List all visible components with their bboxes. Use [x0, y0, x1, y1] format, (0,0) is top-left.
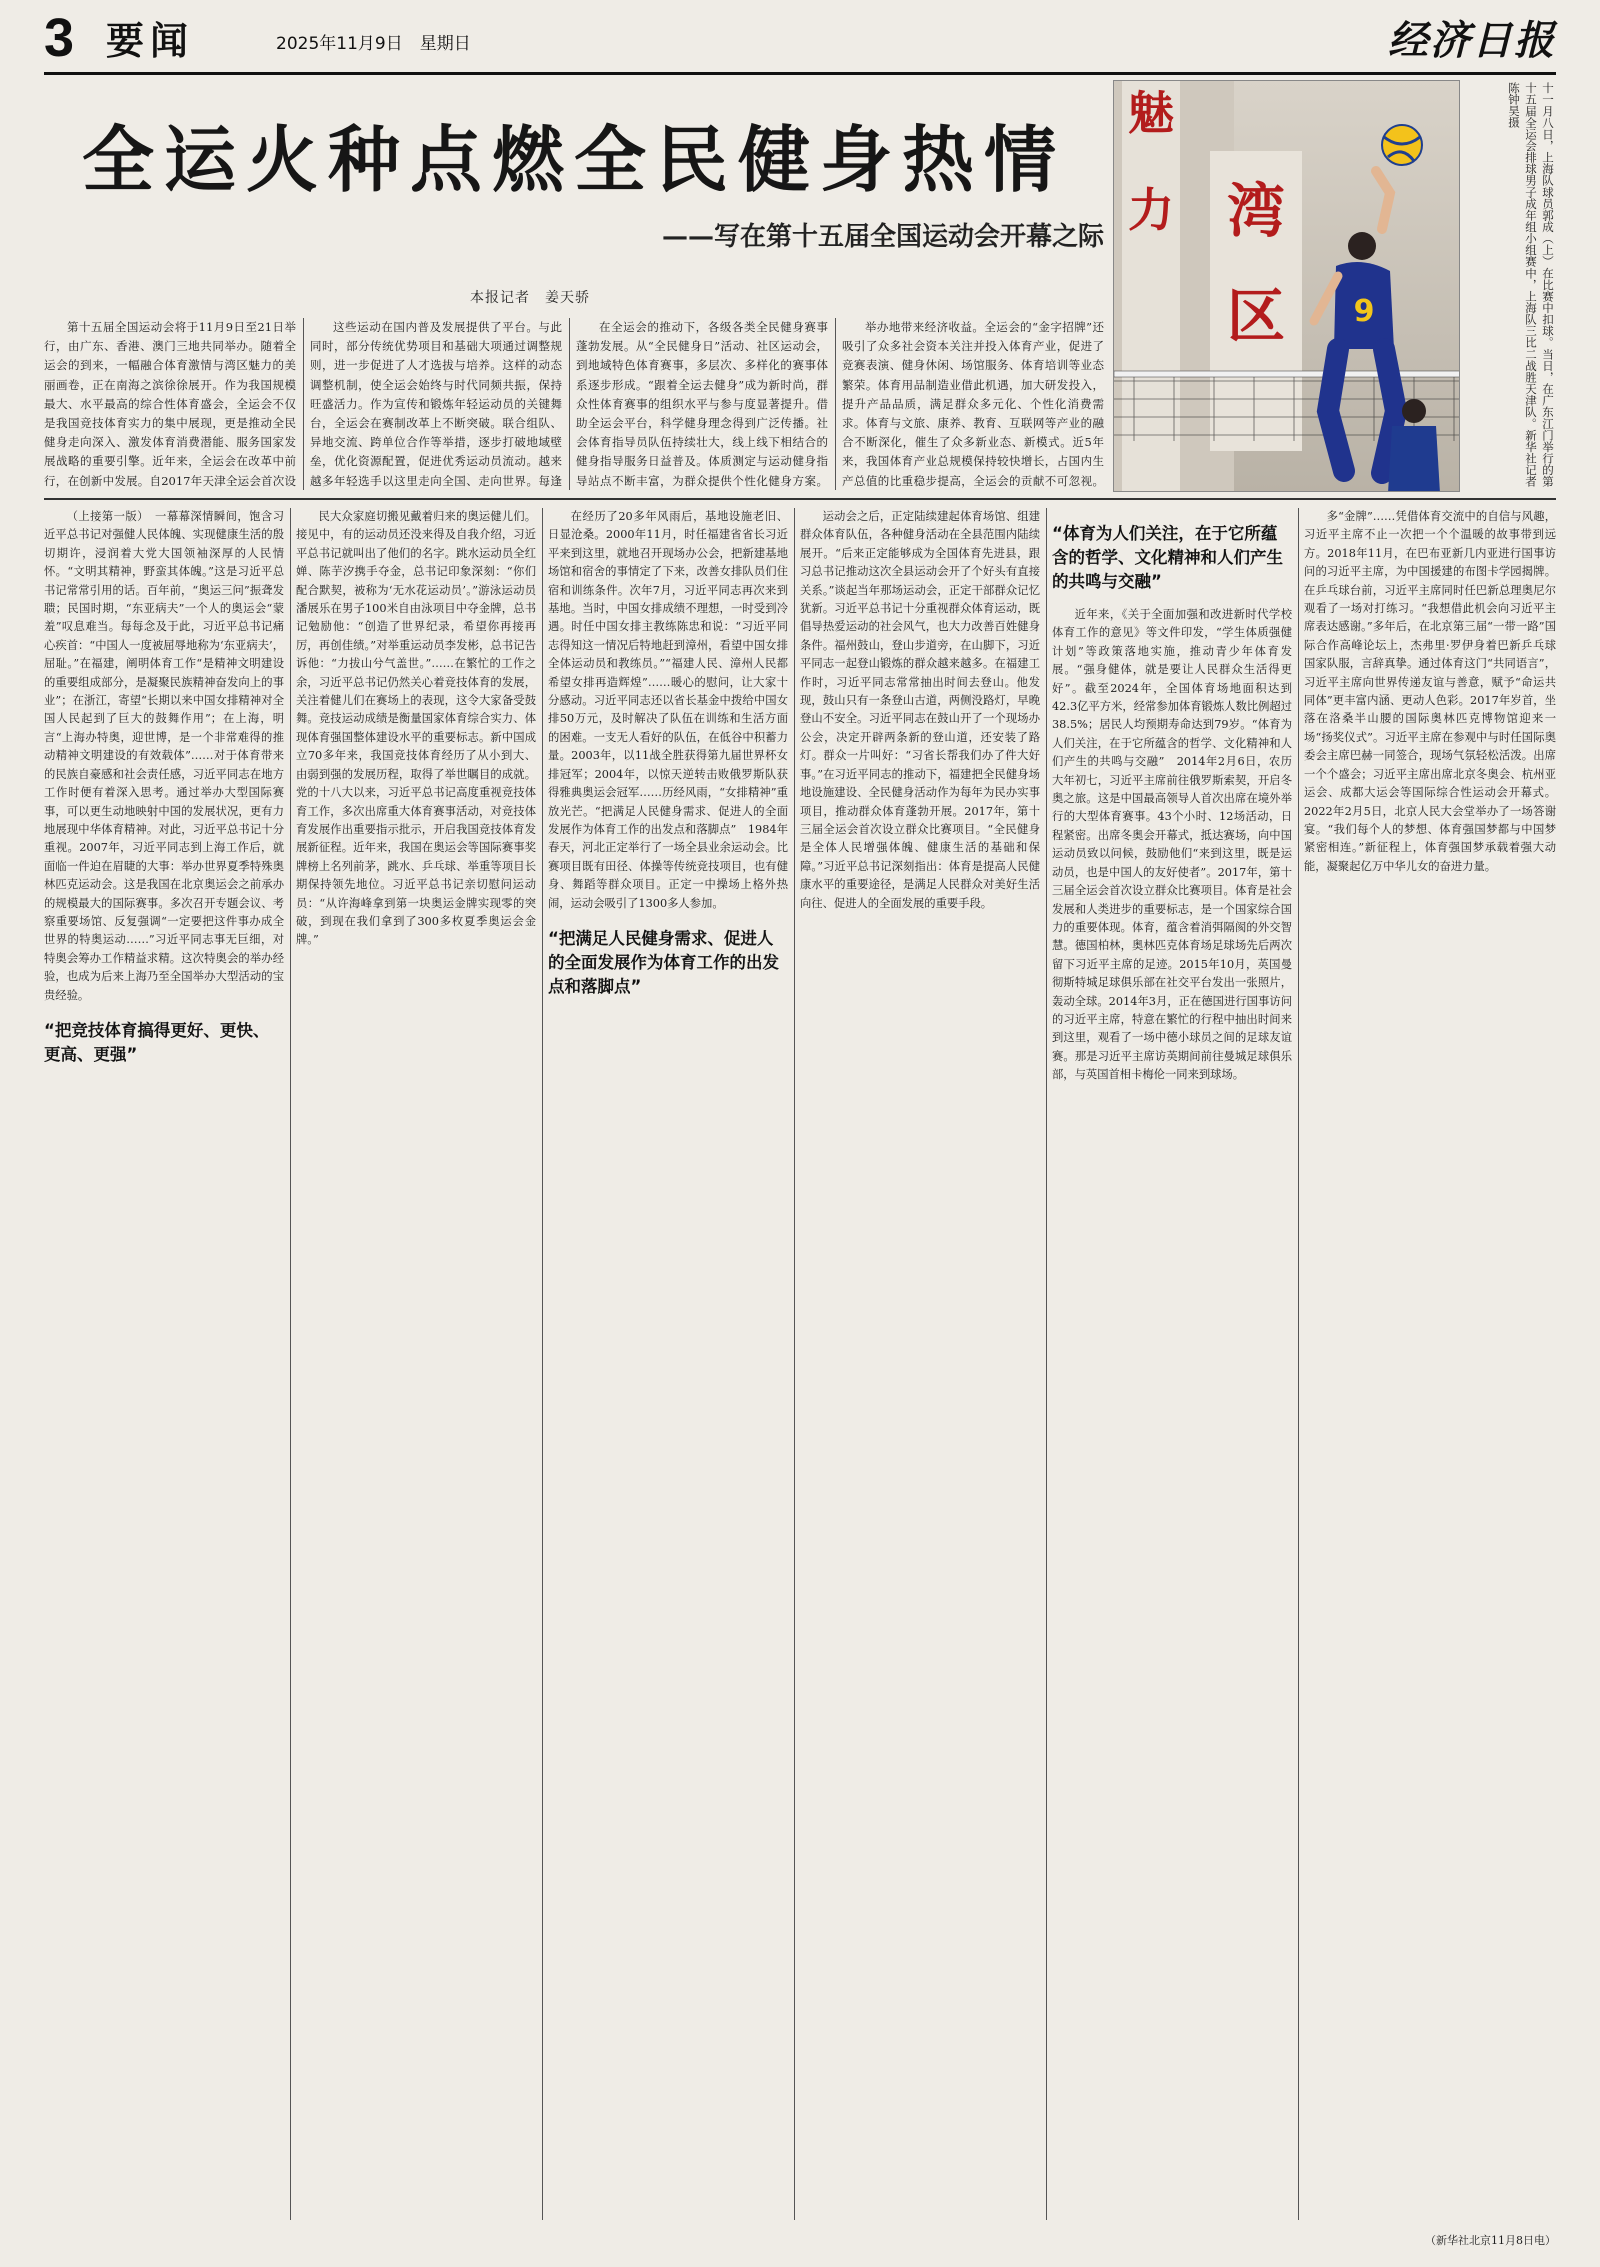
column-divider — [794, 508, 795, 2220]
continuation-column-6 — [1304, 508, 1556, 2220]
story-column-4 — [842, 318, 1104, 490]
continuation-paragraph: 多“金牌”……凭借体育交流中的自信与风趣，习近平主席不止一次把一个个温暖的故事带到远方。2018年11月，在巴布亚新几内亚进行国事访问的习近平主席，为中国援建的布图卡学园揭牌。在乒乓球台前，习近平主席同时任巴新总理奥尼尔观看了一场对打练习。“我想借此机会向习近平主席表达感谢。”多年后，在北京第三届“一带一路”国际合作高峰论坛上，杰弗里·罗伊身着巴新乒乓球国家队服，言辞真挚。通过体育这门“共同语言”，习近平主席向世界传递友谊与善意，赋予“命运共同体”更丰富内涵、更动人色彩。2017年岁首，坐落在洛桑半山腰的国际奥林匹克博物馆迎来一场“扬奖仪式”。习近平主席在参观中与时任国际奥委会主席巴赫一同签合，现场气氛轻松活泼。出席一个个盛会；习近平主席出席北京冬奥会、杭州亚运会、成都大运会等国际综合性运动会开幕式。2022年2月5日，北京人民大会堂举办了一场答谢宴。“我们每个人的梦想、体育强国梦都与中国梦紧密相连。”新征程上，体育强国梦承载着强大动能，凝聚起亿万中华儿女的奋进力量。 — [1304, 510, 1556, 873]
masthead — [44, 8, 1556, 70]
column-divider — [290, 508, 291, 2220]
continuation-column-4 — [800, 508, 1040, 2220]
story-paragraph: 第十五届全国运动会将于11月9日至21日举行，由广东、香港、澳门三地共同举办。随着全运会的到来，一幅融合体育激情与湾区魅力的美丽画卷，正在南海之滨徐徐展开。作为我国规模最大、水平最高的综合性体育盛会，全运会不仅是我国竞技体育实力的集中展现，更是推动全民健身走向深入、激发体育消费潜能、服务国家发展战略的重要引擎。近年来，全运会在改革中前行，在创新中发展。自2017年天津全运会首次设 — [44, 320, 296, 488]
story-paragraph: 在全运会的推动下，各级各类全民健身赛事蓬勃发展。从“全民健身日”活动、社区运动会，到地域特色体育赛事，多层次、多样化的赛事体系逐步形成。“跟着全运去健身”成为新时尚，群众性体育赛事的组织水平与参与度显著提升。借助全运会平台，科学健身理念得到广泛传播。社会体育指导员队伍持续壮大，线上线下相结合的健身指导服务日益普及。体质测定与运动健身指导站点不断丰富，为群众提供个性化健身方案。 — [576, 320, 828, 488]
volleyball-photo-illustration — [1114, 81, 1460, 492]
story-column-2 — [310, 318, 562, 490]
story-paragraph: 这些运动在国内普及发展提供了平台。与此同时，部分传统优势项目和基础大项通过调整规则，进一步促进了人才选拔与培养。这样的动态调整机制，使全运会始终与时代同频共振，保持旺盛活力。作为宣传和锻炼年轻运动员的关键舞台，全运会在赛制改革上不断突破。联合组队、异地交流、跨单位合作等举措，逐步打破地域壁垒，优化资源配置，促进优秀运动员流动。越来越多年轻选手以这里走向全国、走向世界。每逢 — [310, 320, 562, 488]
banner-char: 湾 — [1226, 177, 1286, 245]
story-paragraph: 举办地带来经济收益。全运会的“金字招牌”还吸引了众多社会资本关注并投入体育产业，促进了竞赛表演、健身休闲、场馆服务、体育培训等业态繁荣。体育用品制造业借此机遇，加大研发投入，提升产品品质，满足群众多元化、个性化消费需求。体育与文旅、康养、教育、互联网等产业的融合不断深化，催生了众多新业态、新模式。近5年来，我国体育产业总规模保持较快增长，占国内生产总值的比重稳步提高，全运会的贡献不可忽视。 — [842, 320, 1104, 488]
banner-left — [1122, 81, 1180, 492]
section-subhead: “把满足人民健身需求、促进人的全面发展作为体育工作的出发点和落脚点” — [548, 928, 779, 996]
story-column-1 — [44, 318, 296, 490]
continuation-paragraph: 近年来，《关于全面加强和改进新时代学校体育工作的意见》等文件印发，“学生体质强健计划”等政策落地实施，推动青少年体育发展。“强身健体，就是要让人民群众生活得更好”。截至2024年，全国体育场地面积达到42.3亿平方米，经常参加体育锻炼人数比例超过38.5%；居民人均预期寿命达到79岁。“体育为人们关注，在于它所蕴含的哲学、文化精神和人们产生的共鸣与交融” 2014年2月6日，农历大年初七，习近平主席前往俄罗斯索契，开启冬奥之旅。这是中国最高领导人首次出席在境外举行的大型体育赛事。43个小时、12场活动，日程紧密。出席冬奥会开幕式，抵达赛场，向中国运动员致以问候，鼓励他们“来到这里，既是运动员，也是中国人的友好使者”。2017年，第十三届全运会首次设立群众比赛项目。体育是社会发展和人类进步的重要标志，是一个国家综合国力的重要体现。体育，蕴含着消弭隔阂的外交智慧。德国柏林，奥林匹克体育场足球场先后两次留下习近平主席的足迹。2015年10月，英国曼彻斯特城足球俱乐部在社交平台发出一张照片，轰动全球。2014年3月，正在德国进行国事访问的习近平主席，特意在繁忙的行程中抽出时间来到这里，观看了一场中德小球员之间的足球友谊赛。那是习近平主席访英期间前往曼城足球俱乐部，与英国首相卡梅伦一同来到球场。 — [1052, 608, 1292, 1082]
story-subheadline: ——写在第十五届全国运动会开幕之际 — [661, 222, 1104, 252]
news-agency-credit: （新华社北京11月8日电） — [1425, 2234, 1556, 2247]
banner-char: 魅 — [1128, 86, 1174, 140]
continuation-paragraph: 运动会之后，正定陆续建起体育场馆、组建群众体育队伍，各种健身活动在全县范围内陆续展开。“后来正定能够成为全国体育先进县，跟习总书记推动这次全县运动会开了个好头有直接关系。”谈起当年那场运动会，正定干部群众记忆犹新。习近平总书记十分重视群众体育运动，既倡导热爱运动的社会风气，也大力改善百姓健身条件。福州鼓山，登山步道旁，在山脚下，习近平同志一起登山锻炼的群众越来越多。在福建工作时，习近平同志常常抽出时间去登山。他发现，鼓山只有一条登山古道，两侧没路灯，早晚登山不安全。习近平同志在鼓山开了一个现场办公会，决定开辟两条新的登山道，还安装了路灯。群众一片叫好：“习省长帮我们办了件大好事。”在习近平同志的推动下，福建把全民健身场地设施建设、全民健身活动作为每年为民办实事项目，推动群众体育蓬勃开展。2017年，第十三届全运会首次设立群众比赛项目。“全民健身是全体人民增强体魄、健康生活的基础和保障。”习近平总书记深刻指出：体育是提高人民健康水平的重要途径，是满足人民群众对美好生活向往、促进人的全面发展的重要手段。 — [800, 510, 1040, 910]
volleyball-icon — [1382, 125, 1422, 165]
column-divider — [569, 318, 570, 490]
continuation-column-2 — [296, 508, 536, 2220]
continuation-column-5 — [1052, 508, 1292, 2220]
masthead-divider — [44, 72, 1556, 75]
banner-char: 力 — [1128, 183, 1174, 237]
photo-caption: 十一月八日，上海队球员郭成（上）在比赛中扣球。当日，在广东江门举行的第十五届全运会排球男子成年组小组赛中，上海队三比二战胜天津队。新华社记者 陈钟昊摄 — [1507, 82, 1555, 487]
story-column-3 — [576, 318, 828, 490]
continuation-paragraph: 民大众家庭切搬见戴着归来的奥运健儿们。接见中，有的运动员还没来得及自我介绍，习近平总书记就叫出了他们的名字。跳水运动员全红婵、陈芋汐携手夺金，总书记印象深刻：“你们配合默契，被称为‘无水花运动员’。”游泳运动员潘展乐在男子100米自由泳项目中夺金牌，总书记勉励他：“创造了世界纪录，希望你再接再厉，再创佳绩。”对举重运动员李发彬，总书记告诉他：“力拔山兮气盖世。”……在繁忙的工作之余，习近平总书记仍然关心着竞技体育的发展，关注着健儿们在赛场上的表现，这令大家备受鼓舞。竞技运动成绩是衡量国家体育综合实力、体现体育强国整体建设水平的重要标志。新中国成立70多年来，我国竞技体育经历了从小到大、由弱到强的发展历程，取得了举世瞩目的成就。党的十八大以来，习近平总书记高度重视竞技体育工作，多次出席重大体育赛事活动，对竞技体育发展作出重要指示批示，开启我国竞技体育发展新征程。近年来，我国在奥运会等国际赛事奖牌榜上名列前茅，跳水、乒乓球、举重等项目长期保持领先地位。习近平总书记亲切慰问运动员：“从许海峰拿到第一块奥运金牌实现零的突破，到现在我们拿到了300多枚夏季奥运会金牌。” — [296, 510, 536, 947]
news-photo — [1113, 80, 1460, 492]
newspaper-logo: 经济日报 — [1388, 17, 1556, 64]
story-byline: 本报记者 姜天骄 — [470, 290, 590, 306]
page-number: 3 — [44, 8, 75, 68]
story-headline: 全运火种点燃全民健身热情 — [81, 118, 1066, 202]
jersey-number: 9 — [1353, 294, 1375, 329]
continuation-paragraph: （上接第一版） 一幕幕深情瞬间，饱含习近平总书记对强健人民体魄、实现健康生活的殷切期许，浸润着大党大国领袖深厚的人民情怀。“文明其精神，野蛮其体魄。”这是习近平总书记常常引用的话。百年前，“奥运三问”振聋发聩；民国时期，“东亚病夫”一个人的奥运会“蒙羞”叹息难当。每每念及于此，习近平总书记痛心疾首：“中国人一度被屈辱地称为‘东亚病夫’，屈耻。”在福建，阐明体育工作“是精神文明建设的重要组成部分，是凝聚民族精神奋发向上的事业”；在浙江，寄望“长期以来中国女排精神对全国人民起到了巨大的鼓舞作用”；在上海，明言“上海办特奥，迎世博，是一个非常难得的推动精神文明建设的有效载体”……对于体育带来的民族自豪感和社会责任感，习近平同志在地方工作时便有着深入思考。通过举办大型国际赛事，可以更生动地映射中国的发展状况，更有力地展现中华体育精神。对此，习近平总书记十分重视。2007年，习近平同志到上海工作后，就面临一件迫在眉睫的大事：举办世界夏季特殊奥林匹克运动会。这是我国在北京奥运会之前承办的规模最大的国际赛事。多次召开专题会议、考察重要场馆、反复强调“一定要把这件事办成全世界的特奥运动……”习近平同志事无巨细，对特奥会筹办工作精益求精。这次特奥会的举办经验，也成为后来上海乃至全国举办大型活动的宝贵经验。 — [44, 510, 284, 1002]
column-divider — [303, 318, 304, 490]
banner-char: 区 — [1226, 282, 1286, 350]
section-divider — [44, 498, 1556, 500]
column-divider — [1298, 508, 1299, 2220]
section-name: 要闻 — [106, 19, 195, 63]
continuation-column-3 — [548, 508, 788, 2220]
section-subhead: “把竞技体育搞得更好、更快、更高、更强” — [44, 1020, 270, 1064]
column-divider — [542, 508, 543, 2220]
continuation-paragraph: 在经历了20多年风雨后，基地设施老旧、日显沧桑。2000年11月，时任福建省省长习近平来到这里，就地召开现场办公会，把新建基地场馆和宿舍的事情定了下来，改善女排队员们住宿和训练条件。次年7月，习近平同志再次来到基地。当时，中国女排成绩不理想，一时受到冷遇。时任中国女排主教练陈忠和说：“习近平同志得知这一情况后特地赶到漳州，看望中国女排全体运动员和教练员。”“福建人民、漳州人民都希望女排再造辉煌”……暖心的慰问，让大家十分感动。习近平同志还以省长基金中拨给中国女排50万元，及时解决了队伍在训练和生活方面的困难。一支无人看好的队伍，在低谷中积蓄力量。2003年，以11战全胜获得第九届世界杯女排冠军；2004年，以惊天逆转击败俄罗斯队获得雅典奥运会冠军……历经风雨，“女排精神”重放光芒。“把满足人民健身需求、促进人的全面发展作为体育工作的出发点和落脚点” 1984年春天，河北正定举行了一场全县业余运动会。比赛项目既有田径、体操等传统竞技项目，也有健身、舞蹈等群众项目。正定一中操场上格外热闹，运动会吸引了1300多人参加。 — [548, 510, 788, 910]
edition-date: 2025年11月9日 星期日 — [276, 34, 471, 54]
column-divider — [835, 318, 836, 490]
continuation-column-1 — [44, 508, 284, 2220]
section-subhead: “体育为人们关注，在于它所蕴含的哲学、文化精神和人们产生的共鸣与交融” — [1052, 524, 1283, 591]
column-divider — [1046, 508, 1047, 2220]
